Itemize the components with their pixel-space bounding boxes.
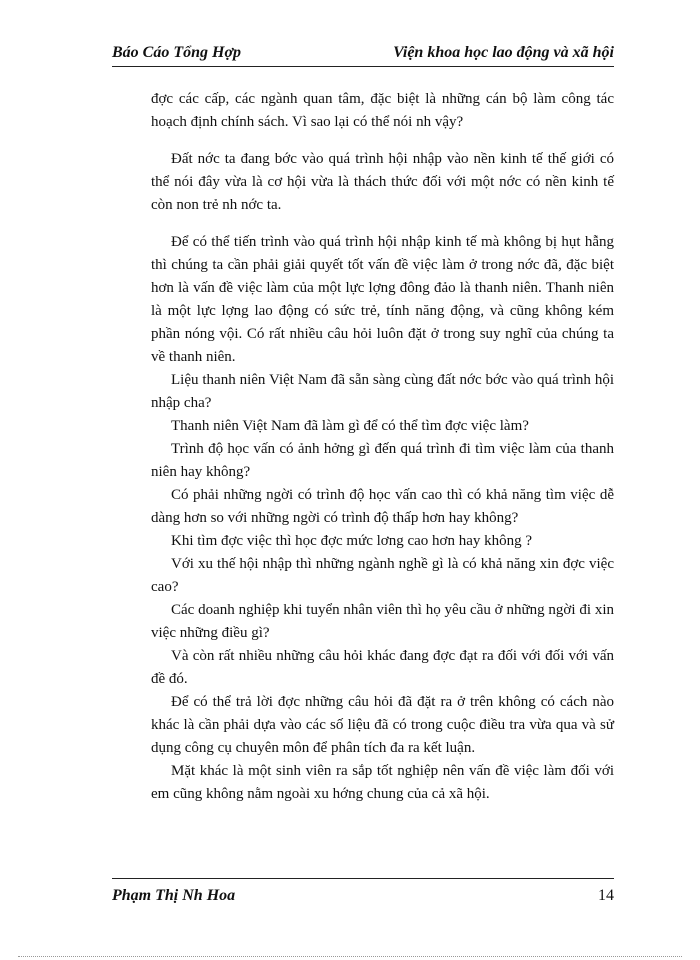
paragraph: Thanh niên Việt Nam đã làm gì để có thể tìm đợc việc làm? — [171, 418, 529, 434]
document-body — [151, 88, 614, 806]
paragraph: Và còn rất nhiều những câu hỏi khác đang đợc đạt ra đối với đối với vấn đề đó. — [151, 648, 614, 687]
paragraph: Khi tìm đợc việc thì học đợc mức lơng cao hơn hay không ? — [171, 533, 533, 549]
paragraph: Mặt khác là một sinh viên ra sắp tốt nghiệp nên vấn đề việc làm đối với em cũng không nằm ngoài xu hớng chung của cả xã hội. — [151, 763, 614, 802]
paragraph: Để có thể tiến trình vào quá trình hội nhập kinh tế mà không bị hụt hẫng thì chúng ta cần phải giải quyết tốt vấn đề việc làm ở trong nớc đã, đặc biệt hơn là vấn đề việc làm của một lực lợng đông đảo là thanh niên. Thanh niên là một lực lợng lao động có sức trẻ, tính năng động, và cũng không kém phần nóng vội. Có rất nhiều câu hỏi luôn đặt ở trong suy nghĩ của chúng ta về thanh niên. — [151, 234, 614, 365]
header-institute-name: Viện khoa học lao động và xã hội — [393, 44, 614, 61]
page-footer — [112, 878, 614, 909]
paragraph: Trình độ học vấn có ảnh hởng gì đến quá trình đi tìm việc làm của thanh niên hay không? — [151, 441, 614, 480]
paragraph: Liệu thanh niên Việt Nam đã sẵn sàng cùng đất nớc bớc vào quá trình hội nhập cha? — [151, 372, 614, 411]
page-number: 14 — [598, 887, 614, 904]
paragraph: Các doanh nghiệp khi tuyển nhân viên thì họ yêu cầu ở những ngời đi xin việc những điều gì? — [151, 602, 614, 641]
header-report-title: Báo Cáo Tổng Hợp — [112, 44, 242, 61]
footer-author: Phạm Thị Nh Hoa — [112, 887, 236, 904]
paragraph: Đất nớc ta đang bớc vào quá trình hội nhập vào nền kinh tế thế giới có thể nói đây vừa là cơ hội vừa là thách thức đối với một nớc có nền kinh tế còn non trẻ nh nớc ta. — [151, 151, 614, 213]
page-bottom-divider — [18, 956, 682, 957]
paragraph: Có phải những ngời có trình độ học vấn cao thì có khả năng tìm việc dễ dàng hơn so với những ngời có trình độ thấp hơn hay không? — [151, 487, 614, 526]
paragraph: Để có thể trả lời đợc những câu hỏi đã đặt ra ở trên không có cách nào khác là cần phải dựa vào các số liệu đã có trong cuộc điều tra vừa qua và sử dụng công cụ chuyên môn để phân tích đa ra kết luận. — [151, 694, 614, 756]
paragraph: Với xu thế hội nhập thì những ngành nghề gì là có khả năng xin đợc việc cao? — [151, 556, 614, 595]
page-header — [112, 44, 614, 67]
paragraph: đợc các cấp, các ngành quan tâm, đặc biệt là những cán bộ làm công tác hoạch định chính sách. Vì sao lại có thể nói nh vậy? — [151, 91, 614, 130]
